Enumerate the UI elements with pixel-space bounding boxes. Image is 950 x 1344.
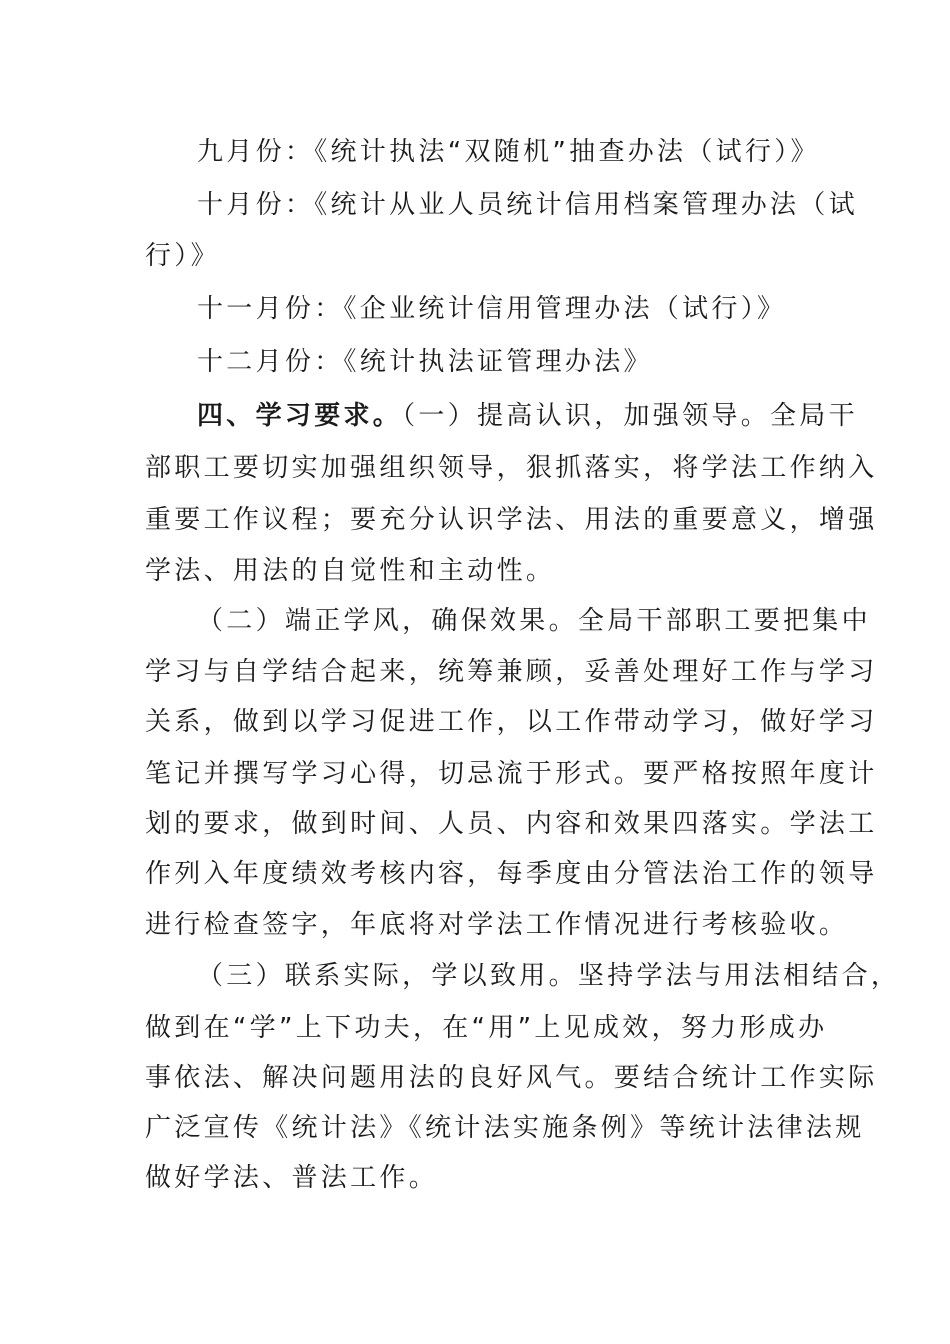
schedule-december: 十二月份：《统计执法证管理办法》 [197,347,653,377]
section-four-line-4: 学法、用法的自觉性和主动性。 [145,556,556,586]
paragraph-two-line-1: （二）端正学风，确保效果。全局干部职工要把集中 [197,606,871,636]
paragraph-two-line-2: 学习与自学结合起来，统筹兼顾，妥善处理好工作与学习 [145,657,878,687]
schedule-october-continued: 行）》 [145,241,220,271]
schedule-november: 十一月份：《企业统计信用管理办法（试行）》 [197,294,787,324]
section-four-line-3: 重要工作议程；要充分认识学法、用法的重要意义，增强 [145,505,878,535]
paragraph-two-line-6: 作列入年度绩效考核内容，每季度由分管法治工作的领导 [145,859,878,889]
paragraph-three-line-5: 做好学法、普法工作。 [145,1163,439,1193]
paragraph-two-line-5: 划的要求，做到时间、人员、内容和效果四落实。学法工 [145,809,878,839]
paragraph-three-line-1: （三）联系实际，学以致用。坚持学法与用法相结合， [197,961,901,991]
paragraph-three-line-4: 广泛宣传《统计法》《统计法实施条例》等统计法律法规 [145,1113,865,1143]
section-four-line-2: 部职工要切实加强组织领导，狠抓落实，将学法工作纳入 [145,453,878,483]
paragraph-three-line-2: 做到在“学”上下功夫，在“用”上见成效，努力形成办 [145,1013,828,1043]
paragraph-two-line-7: 进行检查签字，年底将对学法工作情况进行考核验收。 [145,910,849,940]
schedule-october: 十月份：《统计从业人员统计信用档案管理办法（试 [197,190,858,220]
schedule-september: 九月份：《统计执法“双随机”抽查办法（试行）》 [197,137,820,167]
paragraph-two-line-4: 笔记并撰写学习心得，切忌流于形式。要严格按照年度计 [145,759,878,789]
paragraph-three-line-3: 事依法、解决问题用法的良好风气。要结合统计工作实际 [145,1063,878,1093]
paragraph-two-line-3: 关系，做到以学习促进工作，以工作带动学习，做好学习 [145,707,878,737]
section-four-paragraph [197,398,858,434]
section-four-first-sentence: （一）提高认识，加强领导。全局干 [402,401,858,431]
section-heading-learning-requirements: 四、学习要求。 [197,401,403,431]
